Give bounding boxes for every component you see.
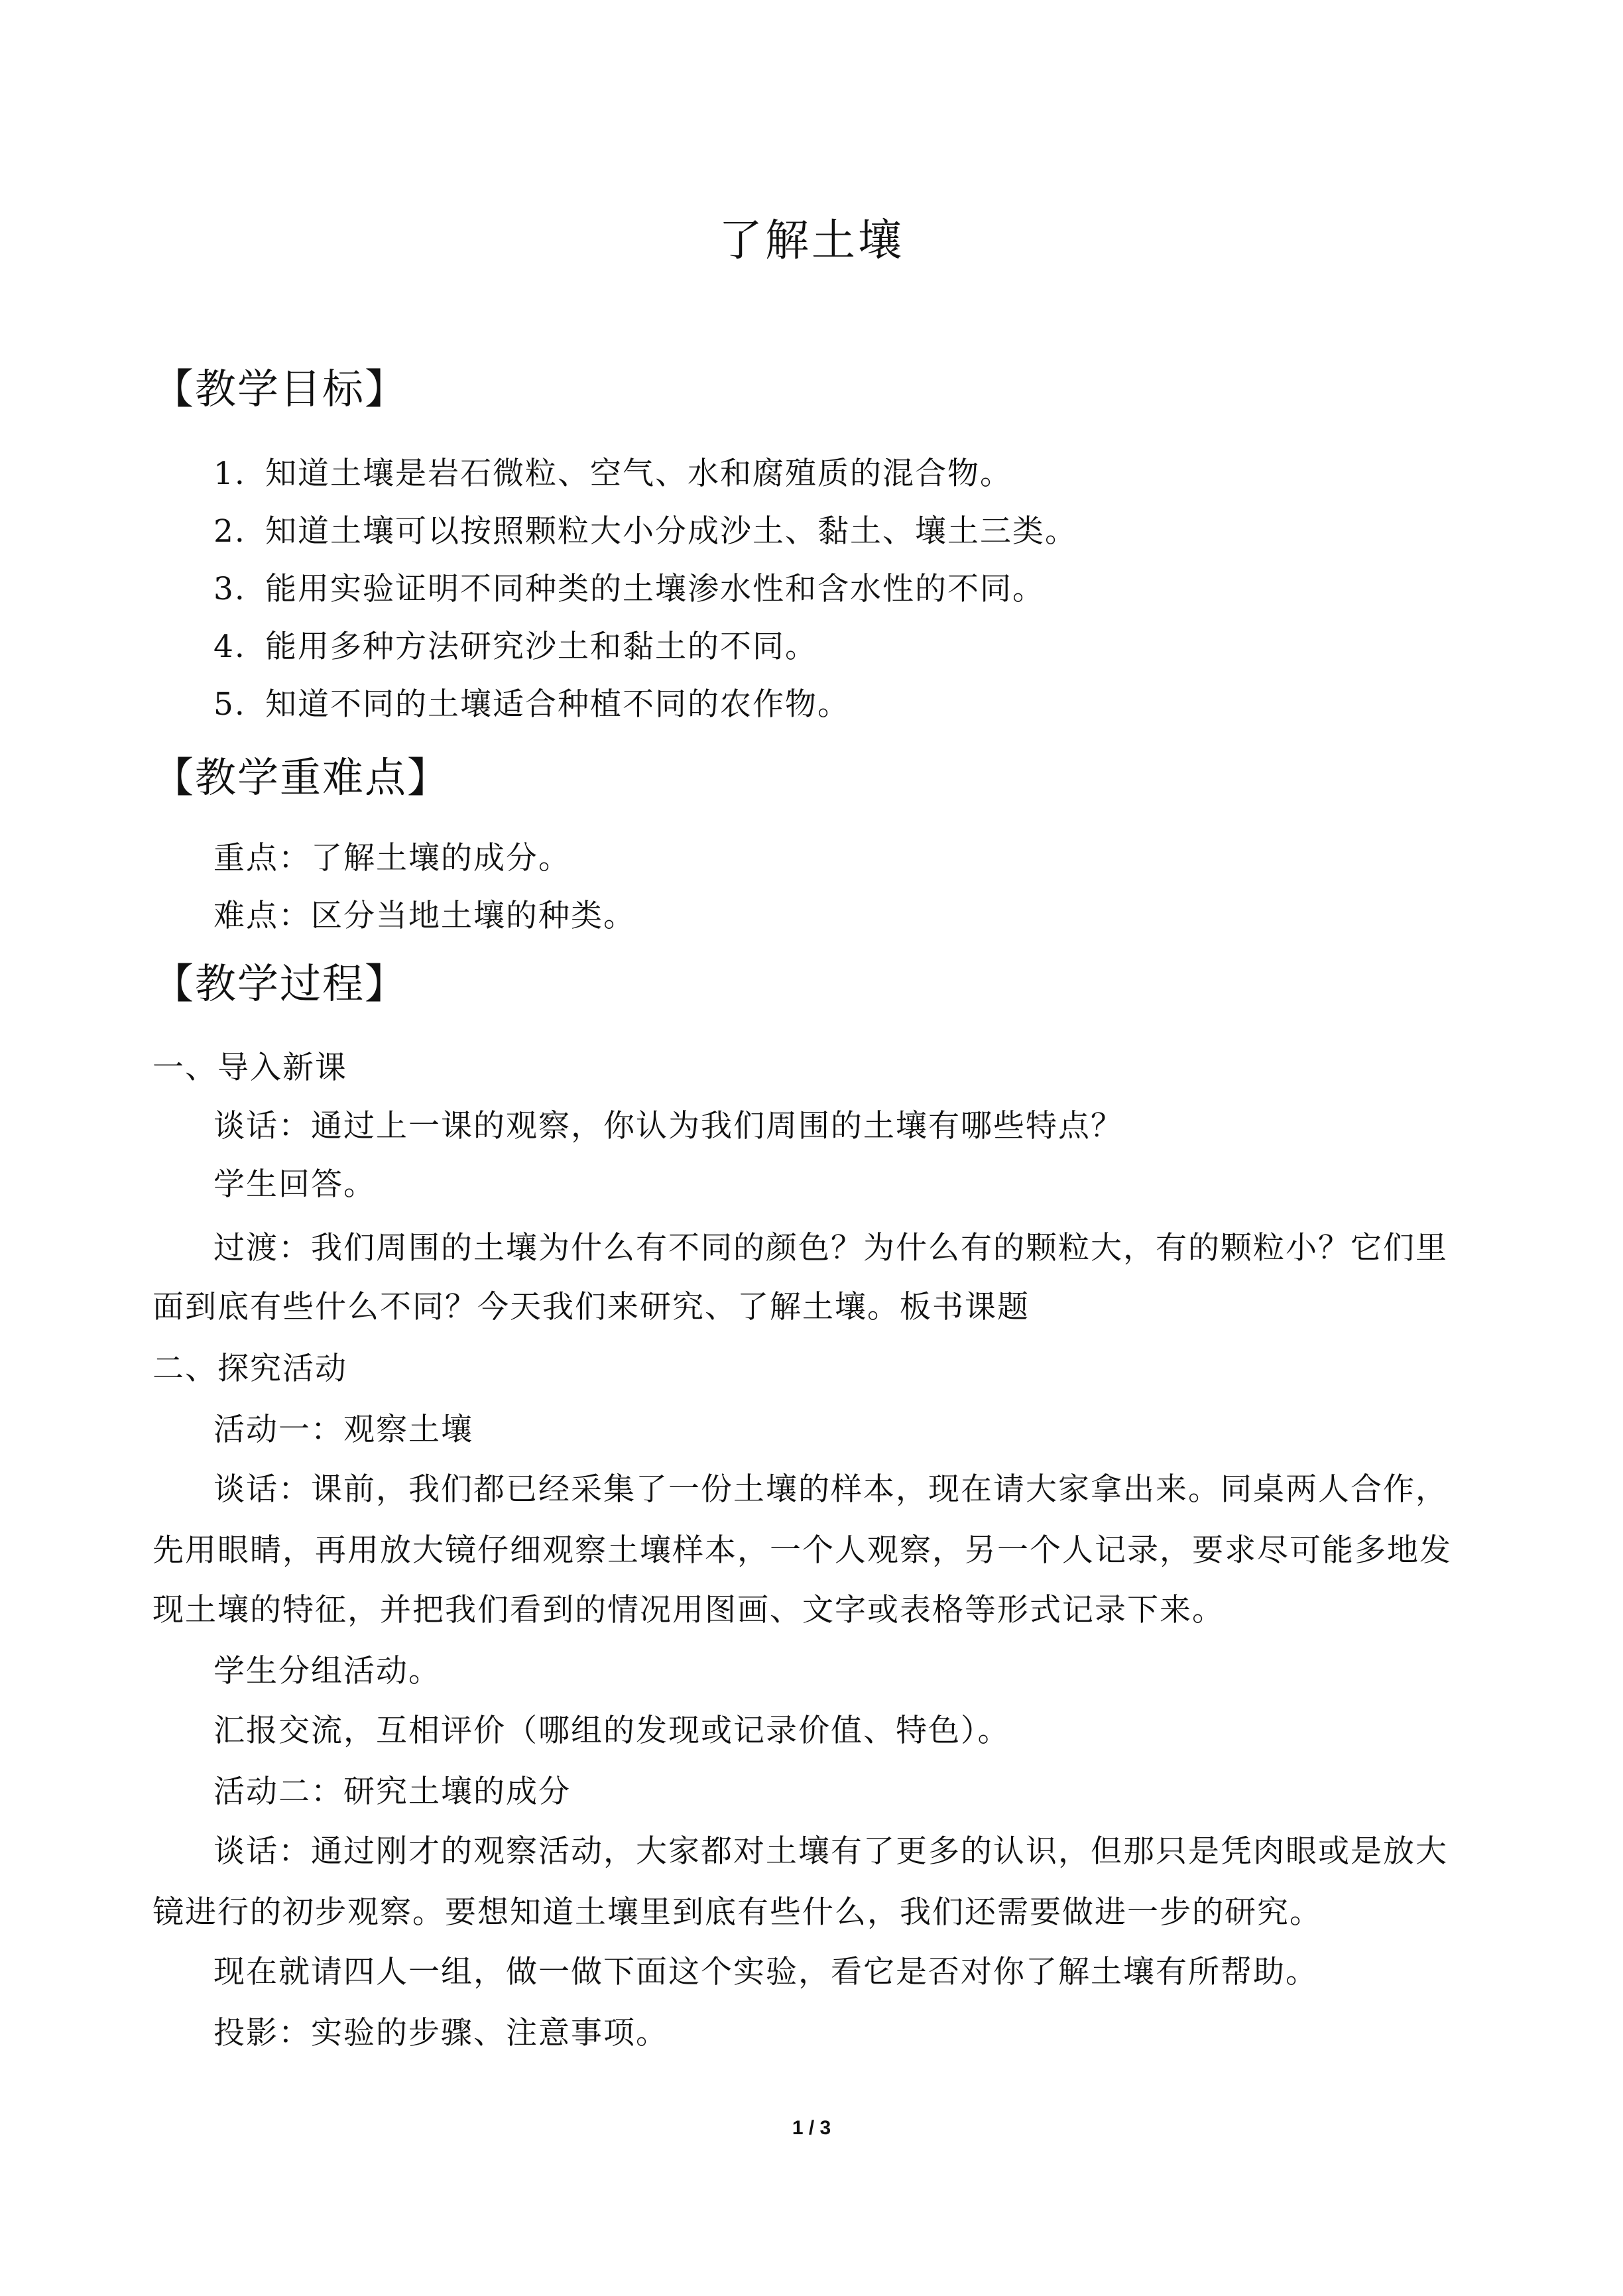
section-heading-goals: 【教学目标】 bbox=[152, 365, 408, 413]
paragraph-line: 现土壤的特征，并把我们看到的情况用图画、文字或表格等形式记录下来。 bbox=[152, 1592, 1225, 1628]
paragraph-line: 过渡：我们周围的土壤为什么有不同的颜色？为什么有的颗粒大，有的颗粒小？它们里 bbox=[213, 1230, 1448, 1266]
part-title: 一、导入新课 bbox=[152, 1050, 347, 1086]
part-title: 二、探究活动 bbox=[152, 1351, 347, 1387]
goal-number: 2. bbox=[213, 513, 246, 550]
goal-item bbox=[213, 510, 1077, 554]
goal-text: 知道土壤可以按照颗粒大小分成沙土、黏土、壤土三类。 bbox=[265, 513, 1077, 550]
difficult-point-text: 难点：区分当地土壤的种类。 bbox=[213, 898, 636, 934]
section-heading-process: 【教学过程】 bbox=[152, 959, 408, 1008]
page-number: 1 / 3 bbox=[792, 2117, 831, 2139]
goal-number: 4. bbox=[213, 629, 246, 665]
paragraph-line: 学生回答。 bbox=[213, 1166, 376, 1203]
paragraph-line: 先用眼睛，再用放大镜仔细观察土壤样本，一个人观察，另一个人记录，要求尽可能多地发 bbox=[152, 1532, 1452, 1569]
goal-text: 知道不同的土壤适合种植不同的农作物。 bbox=[265, 686, 850, 723]
document-title: 了解土壤 bbox=[719, 215, 904, 266]
goal-number: 1. bbox=[213, 455, 246, 492]
paragraph-line: 投影：实验的步骤、注意事项。 bbox=[213, 2015, 668, 2051]
goal-item bbox=[213, 625, 817, 669]
key-point-text: 重点：了解土壤的成分。 bbox=[213, 840, 571, 876]
goal-item bbox=[213, 568, 1045, 611]
goal-text: 知道土壤是岩石微粒、空气、水和腐殖质的混合物。 bbox=[265, 455, 1012, 492]
paragraph-line: 汇报交流，互相评价（哪组的发现或记录价值、特色）。 bbox=[213, 1713, 1010, 1749]
goal-number: 3. bbox=[213, 571, 246, 607]
goal-text: 能用实验证明不同种类的土壤渗水性和含水性的不同。 bbox=[265, 571, 1045, 607]
paragraph-line: 谈话：通过上一课的观察，你认为我们周围的土壤有哪些特点？ bbox=[213, 1108, 1123, 1144]
paragraph-line: 现在就请四人一组，做一做下面这个实验，看它是否对你了解土壤有所帮助。 bbox=[213, 1954, 1318, 1990]
paragraph-line: 谈话：通过刚才的观察活动，大家都对土壤有了更多的认识，但那只是凭肉眼或是放大 bbox=[213, 1833, 1448, 1870]
paragraph-line: 镜进行的初步观察。要想知道土壤里到底有些什么，我们还需要做进一步的研究。 bbox=[152, 1894, 1322, 1931]
paragraph-line: 面到底有些什么不同？今天我们来研究、了解土壤。板书课题 bbox=[152, 1289, 1030, 1325]
paragraph-line: 谈话：课前，我们都已经采集了一份土壤的样本，现在请大家拿出来。同桌两人合作， bbox=[213, 1471, 1448, 1508]
goal-item bbox=[213, 683, 850, 727]
goal-number: 5. bbox=[213, 686, 246, 723]
goal-item bbox=[213, 452, 1012, 496]
activity-title: 活动一：观察土壤 bbox=[213, 1412, 473, 1448]
goal-text: 能用多种方法研究沙土和黏土的不同。 bbox=[265, 629, 817, 665]
paragraph-line: 学生分组活动。 bbox=[213, 1653, 441, 1689]
section-heading-key-points: 【教学重难点】 bbox=[152, 753, 450, 802]
activity-title: 活动二：研究土壤的成分 bbox=[213, 1774, 571, 1810]
